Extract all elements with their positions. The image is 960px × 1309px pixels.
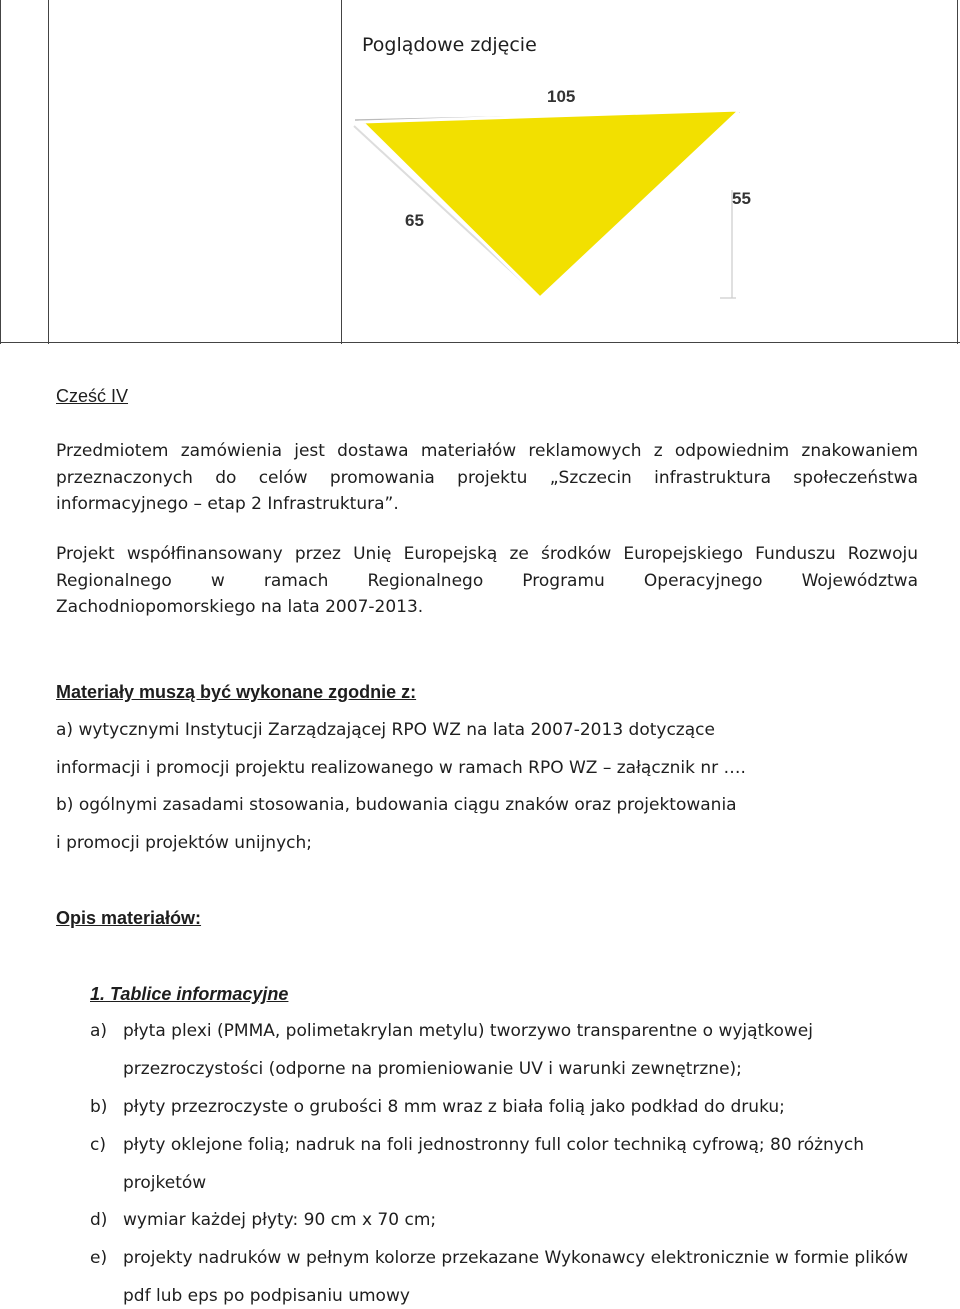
cofinance-paragraph: Projekt współfinansowany przez Unię Europejską ze środków Europejskiego Funduszu Rozwoju Regionalnego w ramach Regionalnego Programu Operacyjnego Województwa Zachodniopomorskiego na lata 2007-2013. <box>56 544 918 617</box>
materials-line: informacji i promocji projektu realizowanego w ramach RPO WZ – załącznik nr …. <box>56 758 746 778</box>
list-item-text: wymiar każdej płyty: 90 cm x 70 cm; <box>123 1210 437 1230</box>
list-item-text: projekty nadruków w pełnym kolorze przekazane Wykonawcy elektronicznie w formie plików <box>123 1248 909 1268</box>
intro-paragraph-block <box>56 438 918 518</box>
list-item-text: płyty oklejone folią; nadruk na foli jednostronny full color techniką cyfrową; 80 różnych <box>123 1135 864 1155</box>
list-marker: b) <box>90 1097 108 1117</box>
list-item-continuation: pdf lub eps po podpisaniu umowy <box>123 1286 410 1306</box>
table-border-left <box>0 0 1 344</box>
intro-paragraph: Przedmiotem zamówienia jest dostawa materiałów reklamowych z odpowiednim znakowaniem przeznaczonych do celów promowania projektu „Szczecin infrastruktura społeczeństwa informacyjnego – etap 2 Infrastruktura”. <box>56 441 918 514</box>
item-title <box>90 984 288 1005</box>
yellow-triangle <box>362 110 740 298</box>
list-item <box>90 1097 785 1117</box>
description-heading-block <box>56 908 918 929</box>
materials-line: i promocji projektów unijnych; <box>56 833 312 853</box>
cofinance-paragraph-block <box>56 541 918 621</box>
list-item-text: płyty przezroczyste o grubości 8 mm wraz z biała folią jako podkład do druku; <box>123 1097 785 1117</box>
triangle-figure <box>340 80 780 310</box>
image-table <box>0 0 960 344</box>
dimension-label-left: 65 <box>405 211 424 230</box>
section-heading: Cześć IV <box>56 386 129 406</box>
table-column-divider <box>48 0 49 344</box>
list-item <box>90 1210 436 1230</box>
list-item-continuation: projketów <box>123 1173 207 1193</box>
section-heading-block <box>56 386 918 407</box>
description-heading: Opis materiałów: <box>56 908 202 928</box>
materials-heading-block <box>56 682 918 703</box>
list-marker: a) <box>90 1021 108 1041</box>
table-border-right <box>957 0 958 344</box>
materials-line: a) wytycznymi Instytucji Zarządzającej RPO WZ na lata 2007-2013 dotyczące <box>56 720 715 740</box>
item-title-text: Tablice informacyjne <box>110 984 289 1004</box>
dimension-label-right: 55 <box>732 189 751 208</box>
materials-line: b) ogólnymi zasadami stosowania, budowania ciągu znaków oraz projektowania <box>56 795 737 815</box>
table-border-bottom <box>0 342 960 343</box>
dimension-label-top: 105 <box>547 87 576 106</box>
list-marker: d) <box>90 1210 108 1230</box>
list-item-continuation: przezroczystości (odporne na promieniowanie UV i warunki zewnętrzne); <box>123 1059 742 1079</box>
image-caption: Poglądowe zdjęcie <box>362 34 537 56</box>
item-number: 1. <box>90 984 106 1004</box>
materials-heading: Materiały muszą być wykonane zgodnie z: <box>56 682 417 702</box>
list-marker: c) <box>90 1135 106 1155</box>
list-item <box>90 1135 864 1155</box>
list-item <box>90 1021 813 1041</box>
list-item <box>90 1248 908 1268</box>
list-item-text: płyta plexi (PMMA, polimetakrylan metylu) tworzywo transparentne o wyjątkowej <box>123 1021 813 1041</box>
list-marker: e) <box>90 1248 108 1268</box>
